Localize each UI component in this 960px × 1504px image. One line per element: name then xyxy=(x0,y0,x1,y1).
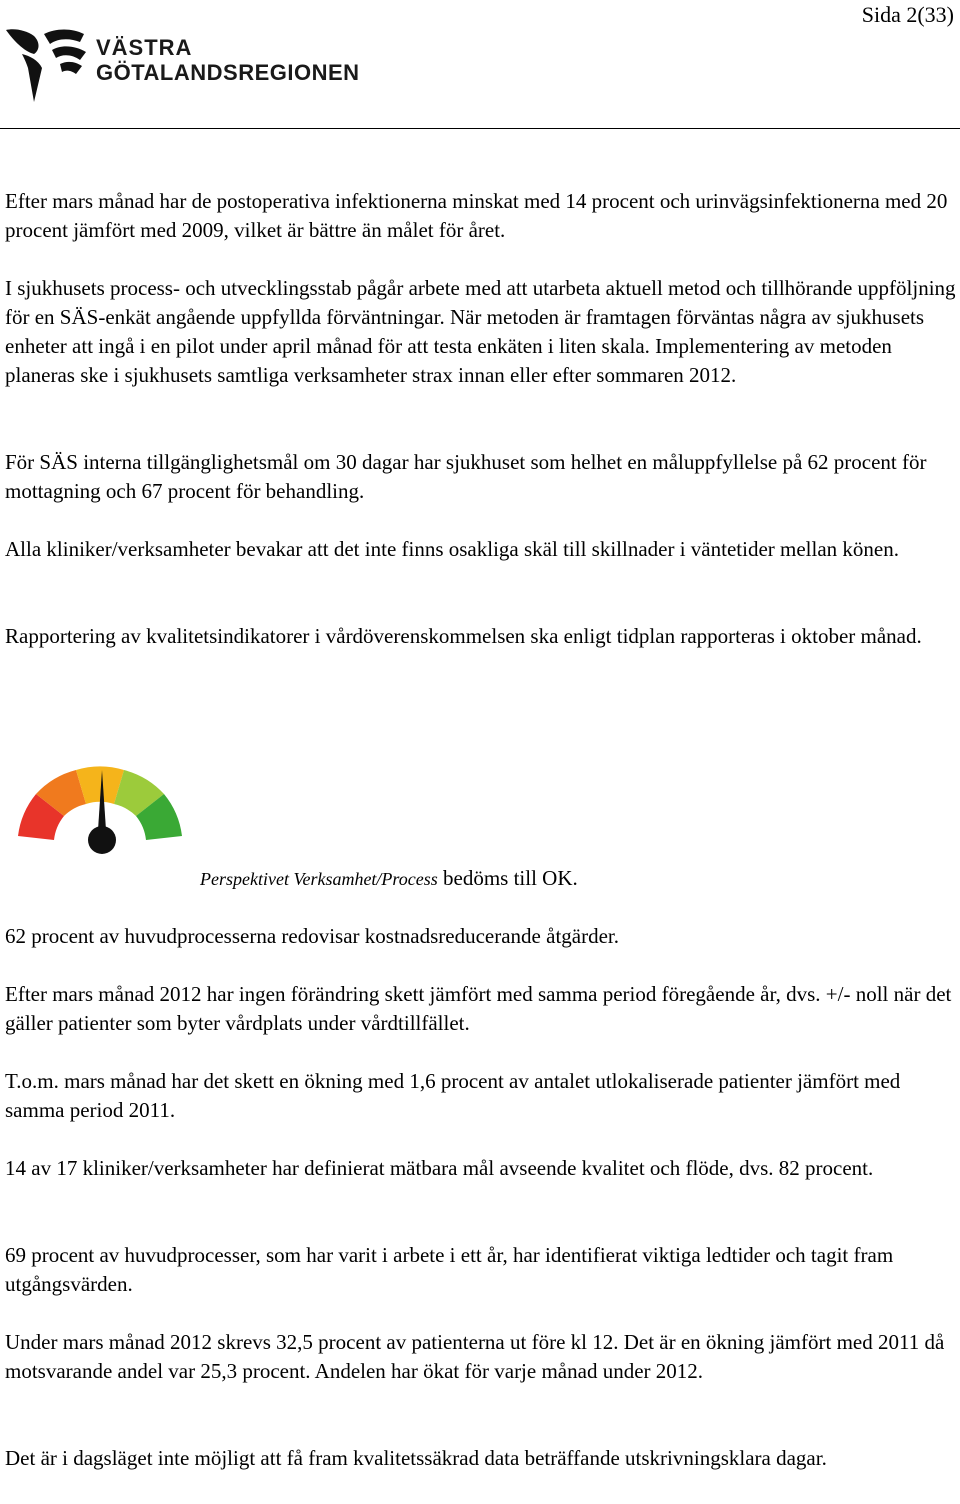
paragraph-measurable-goals: 14 av 17 kliniker/verksamheter har definierat mätbara mål avseende kvalitet och flöde, dvs. 82 procent. xyxy=(5,1156,874,1180)
vgr-logo-mark-icon xyxy=(4,24,104,108)
perspective-assessment: bedöms till OK. xyxy=(437,866,578,890)
logo-line-1: VÄSTRA xyxy=(96,35,193,60)
paragraph-outplaced-patients: T.o.m. mars månad har det skett en ökning med 1,6 procent av antalet utlokaliserade patienter jämfört med samma period 2011. xyxy=(5,1069,901,1122)
paragraph-bed-change: Efter mars månad 2012 har ingen förändring skett jämfört med samma period föregående år, dvs. +/- noll när det gäller patienter som byter vårdplats under vårdtillfället. xyxy=(5,982,952,1035)
paragraph-discharge-before-noon: Under mars månad 2012 skrevs 32,5 procent av patienterna ut före kl 12. Det är en ökning jämfört med 2011 då motsvarande andel var 25,3 procent. Andelen har ökat för varje månad under 2012. xyxy=(5,1330,945,1383)
paragraph-cost-reduction: 62 procent av huvudprocesserna redovisar kostnadsreducerande åtgärder. xyxy=(5,924,620,948)
logo-line-2: GÖTALANDSREGIONEN xyxy=(96,60,360,85)
paragraph-infections: Efter mars månad har de postoperativa infektionerna minskat med 14 procent och urinvägsinfektionerna med 20 procent jämfört med 2009, vilket är bättre än målet för året. xyxy=(5,189,948,242)
gauge-icon xyxy=(14,764,186,864)
header-divider xyxy=(0,128,960,129)
paragraph-lead-times: 69 procent av huvudprocesser, som har varit i arbete i ett år, har identifierat viktiga ledtider och tagit fram utgångsvärden. xyxy=(5,1243,894,1296)
paragraph-availability: För SÄS interna tillgänglighetsmål om 30 dagar har sjukhuset som helhet en måluppfyllelse på 62 procent för mottagning och 67 procent för behandling. xyxy=(5,450,927,503)
perspective-caption xyxy=(200,864,578,894)
perspective-name: Perspektivet Verksamhet/Process xyxy=(200,869,438,889)
page-number: Sida 2(33) xyxy=(861,2,954,27)
paragraph-waiting-times: Alla kliniker/verksamheter bevakar att det inte finns osakliga skäl till skillnader i väntetider mellan könen. xyxy=(5,537,899,561)
paragraph-reporting: Rapportering av kvalitetsindikatorer i vårdöverenskommelsen ska enligt tidplan rapporteras i oktober månad. xyxy=(5,624,922,648)
paragraph-discharge-ready-days: Det är i dagsläget inte möjligt att få fram kvalitetssäkrad data beträffande utskrivningsklara dagar. xyxy=(5,1446,827,1470)
paragraph-process-survey: I sjukhusets process- och utvecklingsstab pågår arbete med att utarbeta aktuell metod och tillhörande uppföljning för en SÄS-enkät angående uppfyllda förväntningar. När metoden är framtagen förväntas några av sjukhusets enheter att ingå i en pilot under april månad för att testa enkäten i liten skala. Implementering av metoden planeras ske i sjukhusets samtliga verksamheter strax innan eller efter sommaren 2012. xyxy=(5,276,956,387)
vgr-logo xyxy=(4,24,394,108)
